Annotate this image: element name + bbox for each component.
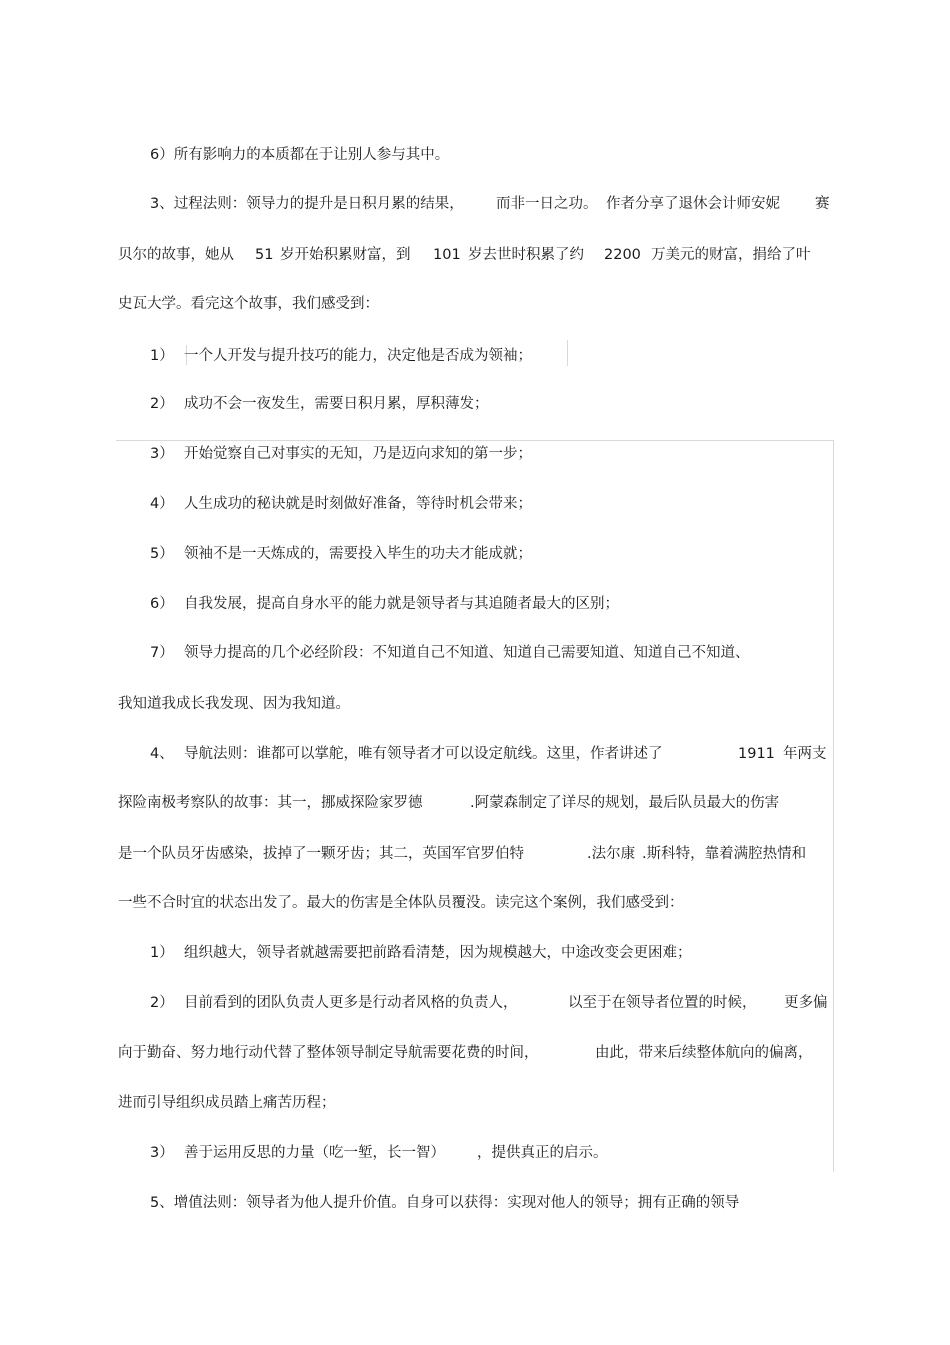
text-line: .斯科特，靠着满腔热情和: [642, 846, 807, 862]
list-item: 成功不会一夜发生，需要日积月累，厚积薄发；: [184, 396, 489, 412]
text-line: 导航法则：谁都可以掌舵，唯有领导者才可以设定航线。这里，作者讲述了: [184, 746, 663, 762]
list-number: 5）: [150, 546, 174, 562]
text-line: 岁开始积累财富，到: [280, 247, 411, 263]
text-line: 51: [255, 247, 274, 263]
text-line: 作者分享了退休会计师安妮: [606, 196, 780, 212]
text-line: 1911: [738, 746, 775, 762]
section-number: 4、: [150, 746, 174, 762]
text-line: 史瓦大学。看完这个故事，我们感受到：: [118, 296, 379, 312]
divider-line: [833, 440, 834, 1172]
list-item: 自我发展，提高自身水平的能力就是领导者与其追随者最大的区别；: [184, 596, 619, 612]
list-number: 2）: [150, 995, 174, 1011]
list-item: 一个人开发与提升技巧的能力，决定他是否成为领袖；: [184, 348, 532, 364]
text-line: 赛: [815, 196, 830, 212]
text-line: 6）所有影响力的本质都在于让别人参与其中。: [150, 147, 450, 163]
list-item: 组织越大，领导者就越需要把前路看清楚，因为规模越大，中途改变会更困难；: [184, 945, 692, 961]
text-line: 向于勤奋、努力地行动代替了整体领导制定导航需要花费的时间，: [118, 1045, 539, 1061]
text-line: 一些不合时宜的状态出发了。最大的伤害是全体队员覆没。读完这个案例，我们感受到：: [118, 895, 684, 911]
text-line: .阿蒙森制定了详尽的规划，最后队员最大的伤害: [470, 795, 780, 811]
text-line: 万美元的财富，捐给了叶: [651, 247, 811, 263]
list-number: 1）: [150, 945, 174, 961]
text-line: 101: [433, 247, 461, 263]
list-item: 更多偏: [784, 995, 828, 1011]
list-item: 领导力提高的几个必经阶段：不知道自己不知道、知道自己需要知道、知道自己不知道、: [184, 645, 750, 661]
text-line: 5、增值法则：领导者为他人提升价值。自身可以获得：实现对他人的领导；拥有正确的领导: [150, 1195, 740, 1211]
list-item: ，提供真正的启示。: [477, 1145, 608, 1161]
list-number: 6）: [150, 596, 174, 612]
list-item: 目前看到的团队负责人更多是行动者风格的负责人，: [184, 995, 518, 1011]
text-line: 而非一日之功。: [496, 196, 598, 212]
text-line: 2200: [604, 247, 641, 263]
text-line: 3、过程法则：领导力的提升是日积月累的结果，: [150, 196, 464, 212]
text-line: 我知道我成长我发现、因为我知道。: [118, 696, 350, 712]
list-item: 以至于在领导者位置的时候，: [568, 995, 757, 1011]
list-number: 4）: [150, 496, 174, 512]
list-number: 1）: [150, 348, 174, 364]
text-line: .法尔康: [587, 846, 636, 862]
list-number: 3）: [150, 1145, 174, 1161]
list-number: 7）: [150, 645, 174, 661]
divider-line: [567, 340, 568, 366]
text-line: 由此，带来后续整体航向的偏离，: [595, 1045, 813, 1061]
list-item: 领袖不是一天炼成的，需要投入毕生的功夫才能成就；: [184, 546, 532, 562]
list-number: 3）: [150, 446, 174, 462]
list-item: 善于运用反思的力量（吃一堑，长一智）: [184, 1145, 445, 1161]
text-line: 岁去世时积累了约: [468, 247, 584, 263]
text-line: 探险南极考察队的故事：其一，挪威探险家罗德: [118, 795, 423, 811]
text-line: 是一个队员牙齿感染，拔掉了一颗牙齿；其二，英国军官罗伯特: [118, 846, 524, 862]
list-number: 2）: [150, 396, 174, 412]
list-item: 开始觉察自己对事实的无知，乃是迈向求知的第一步；: [184, 446, 532, 462]
text-line: 进而引导组织成员踏上痛苦历程；: [118, 1095, 336, 1111]
divider-line: [116, 440, 834, 441]
text-line: 年两支: [783, 746, 827, 762]
text-line: 贝尔的故事，她从: [118, 247, 234, 263]
list-item: 人生成功的秘诀就是时刻做好准备，等待时机会带来；: [184, 496, 532, 512]
